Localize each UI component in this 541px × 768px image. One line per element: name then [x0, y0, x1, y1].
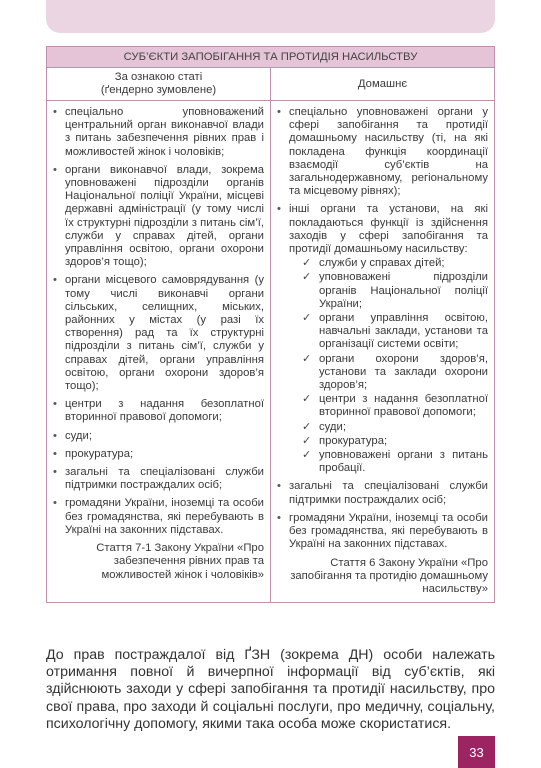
table-body [47, 101, 494, 602]
sublist-item: ✓ органи управління освітою, навчальні заклади, установи та організації системи освіти; [302, 312, 488, 352]
domestic-law-citation: Стаття 6 Закону України «Про запобігання та протидію домашньому насильству» [290, 556, 488, 595]
column-header-gender [47, 68, 270, 100]
sublist-item: ✓ прокуратура; [302, 435, 488, 448]
list-item: • громадяни України, іноземці та особи без громадянства, які перебувають в Україні на законних підставах. [53, 497, 264, 537]
column-header-gender-line2: (ґендерно зумовлене) [100, 84, 217, 96]
list-item: • громадяни України, іноземці та особи без громадянства, які перебувають в Україні на законних підставах. [277, 512, 488, 552]
list-item: • спеціально уповноважений центральний орган виконавчої влади з питань забезпечення рівних прав і можливостей жінок і чоловіків; [53, 106, 264, 159]
list-item: • центри з надання безоплатної вторинної правової допомоги; [53, 398, 264, 424]
column-header-domestic: Домашнє [270, 68, 494, 100]
column-domestic [270, 101, 494, 602]
sublist-item: ✓ органи охорони здоров’я, установи та заклади охорони здоров’я; [302, 353, 488, 393]
list-item: • прокуратура; [53, 448, 264, 461]
column-gender [47, 101, 270, 602]
sublist-item: ✓ служби у справах дітей; [302, 257, 488, 270]
table-title: СУБ’ЄКТИ ЗАПОБІГАННЯ ТА ПРОТИДІЯ НАСИЛЬСТВУ [47, 47, 494, 68]
gender-law-citation: Стаття 7-1 Закону України «Про забезпечення рівних прав та можливостей жінок і чоловіків» [96, 542, 264, 581]
sublist-item: ✓ центри з надання безоплатної вторинної правової допомоги; [302, 393, 488, 419]
list-item-text: інші органи та установи, на які покладаються функції із здійснення заходів у сфері запобігання та протидії домашньому насильству: [289, 203, 488, 256]
list-item: • органи виконавчої влади, зокрема уповноважені підрозділи органів Національної поліції України, місцеві державні адміністрації (у тому числі їх структурні підрозділи з питань сім’ї, служби у справах дітей, органи управління освітою, органи охорони здоров’я тощо); [53, 164, 264, 270]
list-item: • спеціально уповноважені органи у сфері запобігання та протидії домашньому насильству (ті, на які покладена функція координації взаємодії суб’єктів на загальнодержавному, регіональному та місцевому рівнях); [277, 106, 488, 198]
body-paragraph: До прав постраждалої від ҐЗН (зокрема ДН) особи належать отримання повної й вичерпної інформації від суб’єктів, які здійснюють заходи у сфері запобігання та протидії насильству, про свої права, про заходи й соціальні послуги, про медичну, соціальну, психологічну допомогу, якими така особа може скористатися. [46, 647, 495, 732]
column-header-gender-line1: За ознакою статі [114, 71, 203, 83]
checkmark-sublist [289, 257, 488, 475]
list-item [277, 203, 488, 475]
list-item: • суди; [53, 430, 264, 443]
subjects-table [46, 46, 495, 603]
top-banner [46, 0, 495, 33]
page-number: 33 [458, 736, 495, 768]
sublist-item: ✓ уповноважені підрозділи органів Національної поліції України; [302, 271, 488, 311]
list-item: • загальні та спеціалізовані служби підтримки постраждалих осіб; [53, 466, 264, 492]
gender-subjects-list [53, 106, 264, 537]
list-item: • органи місцевого самоврядування (у тому числі виконавчі органи сільських, селищних, міських, районних у містах (у разі їх створення) рад та їх структурні підрозділи з питань сім’ї, служби у справах дітей, органи управління освітою, органи охорони здоров’я тощо); [53, 274, 264, 393]
domestic-subjects-list [277, 106, 488, 552]
sublist-item: ✓ уповноважені органи з питань пробації. [302, 449, 488, 475]
table-header-row [47, 68, 494, 101]
sublist-item: ✓ суди; [302, 421, 488, 434]
list-item: • загальні та спеціалізовані служби підтримки постраждалих осіб; [277, 480, 488, 506]
